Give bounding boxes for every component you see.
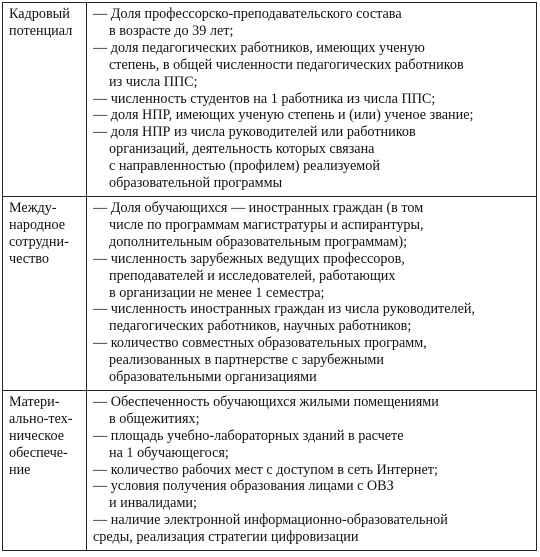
criterion-line: — Доля профессорско-преподавательского состава	[93, 6, 402, 22]
criterion-line: реализованных в партнерстве с зарубежными	[109, 352, 385, 369]
category-line: ническое	[9, 427, 65, 444]
table-row	[3, 196, 537, 390]
criterion-line: в общежитиях;	[109, 410, 200, 427]
criterion-line: в организации не менее 1 семестра;	[109, 284, 325, 301]
criterion-line: — численность иностранных граждан из числа руководителей,	[93, 301, 476, 318]
category-cell	[3, 3, 87, 197]
criterion-line: — Доля обучающихся — иностранных граждан (в том	[93, 199, 424, 216]
criterion-line: — площадь учебно-лабораторных зданий в расчете	[93, 427, 404, 444]
category-line: Между-	[9, 199, 57, 216]
criterion-line: — Обеспеченность обучающихся жилыми помещениями	[93, 393, 439, 410]
criterion-line: — численность студентов на 1 работника из числа ППС;	[93, 90, 436, 107]
category-line: народное	[9, 216, 66, 233]
table-body	[3, 3, 537, 551]
category-line: потенциал	[9, 22, 73, 39]
criterion-line: — доля педагогических работников, имеющих ученую	[93, 39, 425, 56]
criterion-line: — численность зарубежных ведущих профессоров,	[93, 250, 405, 267]
category-line: ально-тех-	[9, 410, 73, 427]
criterion-line: и инвалидами;	[109, 495, 197, 512]
criterion-line: — количество рабочих мест с доступом в сеть Интернет;	[93, 461, 438, 478]
category-line: сотрудни-	[9, 233, 69, 250]
criterion-line: числе по программам магистратуры и аспирантуры,	[109, 216, 424, 233]
table-row	[3, 390, 537, 550]
criterion-line: преподавателей и исследователей, работающих	[109, 267, 396, 284]
criteria-cell	[87, 390, 537, 550]
criterion-line: — количество совместных образовательных программ,	[93, 335, 427, 352]
criterion-line: образовательными организациями	[109, 369, 317, 386]
criterion-line: с направленностью (профилем) реализуемой	[109, 158, 380, 175]
criterion-line: педагогических работников, научных работников;	[109, 318, 412, 335]
criteria-table	[2, 2, 537, 551]
criterion-line: в возрасте до 39 лет;	[109, 22, 234, 39]
criterion-line: организаций, деятельность которых связана	[109, 141, 375, 158]
category-cell	[3, 390, 87, 550]
category-cell	[3, 196, 87, 390]
criteria-cell	[87, 3, 537, 197]
criterion-line: степень, в общей численности педагогических работников	[109, 56, 464, 73]
criterion-line: — доля НПР из числа руководителей или работников	[93, 124, 416, 141]
category-line: Матери-	[9, 393, 60, 410]
criterion-line: дополнительным образовательным программам);	[109, 233, 408, 250]
category-line: обеспече-	[9, 444, 68, 461]
criterion-line: на 1 обучающегося;	[109, 444, 229, 461]
category-line: Кадровый	[9, 6, 70, 22]
criterion-line: из числа ППС;	[109, 73, 198, 90]
criterion-line: — доля НПР, имеющих ученую степень и (или) ученое звание;	[93, 107, 474, 124]
criteria-cell	[87, 196, 537, 390]
table-row	[3, 3, 537, 197]
criterion-line: — условия получения образования лицами с ОВЗ	[93, 478, 394, 495]
criterion-line: образовательной программы	[109, 175, 283, 192]
category-line: чество	[9, 250, 49, 267]
category-line: ние	[9, 461, 31, 478]
criterion-line: среды, реализация стратегии цифровизации	[93, 529, 359, 546]
criterion-line: — наличие электронной информационно-образовательной	[93, 512, 448, 529]
